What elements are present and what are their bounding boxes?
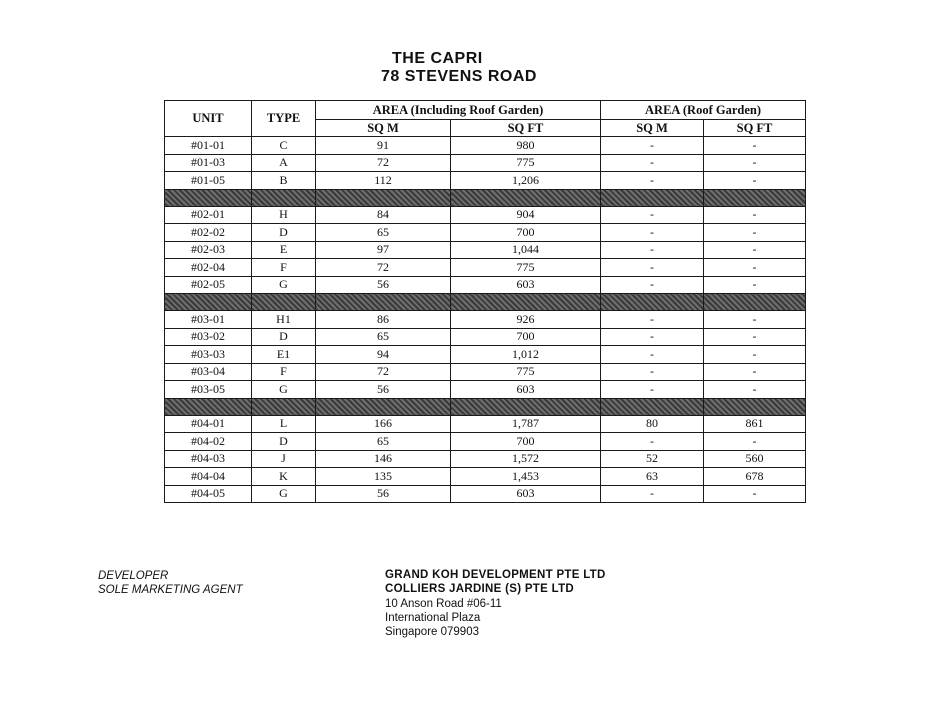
- type-cell: D: [252, 433, 316, 451]
- area-sqm-cell: 94: [316, 346, 451, 364]
- type-cell: C: [252, 137, 316, 155]
- area-sqft-cell: 1,787: [451, 415, 601, 433]
- separator-cell: [252, 398, 316, 415]
- roof-sqft-cell: -: [704, 241, 806, 259]
- type-cell: D: [252, 328, 316, 346]
- roof-sqft-cell: -: [704, 311, 806, 329]
- roof-sqft-cell: -: [704, 433, 806, 451]
- roof-sqft-cell: -: [704, 328, 806, 346]
- marketing-agent-name: COLLIERS JARDINE (S) PTE LTD: [385, 583, 574, 595]
- area-sqft-cell: 603: [451, 381, 601, 399]
- floor-separator-row: [165, 189, 806, 206]
- header-area-including-roof-garden: AREA (Including Roof Garden): [316, 101, 601, 120]
- separator-cell: [704, 294, 806, 311]
- header-area-roof-garden: AREA (Roof Garden): [601, 101, 806, 120]
- unit-cell: #01-05: [165, 172, 252, 190]
- table-row: [165, 172, 806, 190]
- separator-cell: [252, 294, 316, 311]
- table-row: [165, 206, 806, 224]
- unit-cell: #04-02: [165, 433, 252, 451]
- developer-name: GRAND KOH DEVELOPMENT PTE LTD: [385, 569, 606, 581]
- area-sqm-cell: 146: [316, 450, 451, 468]
- separator-cell: [316, 294, 451, 311]
- address-line-1: 10 Anson Road #06-11: [385, 598, 502, 610]
- separator-cell: [165, 294, 252, 311]
- roof-sqm-cell: 52: [601, 450, 704, 468]
- separator-cell: [601, 294, 704, 311]
- header-sqm: SQ M: [316, 120, 451, 137]
- roof-sqft-cell: 861: [704, 415, 806, 433]
- area-sqm-cell: 72: [316, 154, 451, 172]
- roof-sqm-cell: -: [601, 224, 704, 242]
- roof-sqft-cell: 560: [704, 450, 806, 468]
- type-cell: H: [252, 206, 316, 224]
- table-row: [165, 346, 806, 364]
- type-cell: B: [252, 172, 316, 190]
- area-sqft-cell: 1,044: [451, 241, 601, 259]
- unit-cell: #03-04: [165, 363, 252, 381]
- separator-cell: [316, 398, 451, 415]
- roof-sqm-cell: -: [601, 328, 704, 346]
- separator-cell: [601, 398, 704, 415]
- unit-cell: #03-05: [165, 381, 252, 399]
- type-cell: F: [252, 363, 316, 381]
- table-row: [165, 259, 806, 277]
- roof-sqm-cell: -: [601, 137, 704, 155]
- area-sqm-cell: 86: [316, 311, 451, 329]
- area-sqft-cell: 603: [451, 485, 601, 503]
- area-sqm-cell: 65: [316, 224, 451, 242]
- area-sqft-cell: 926: [451, 311, 601, 329]
- unit-cell: #03-02: [165, 328, 252, 346]
- roof-sqft-cell: -: [704, 363, 806, 381]
- roof-sqm-cell: -: [601, 206, 704, 224]
- table-header: [165, 101, 806, 137]
- table-row: [165, 241, 806, 259]
- header-roof-sqft: SQ FT: [704, 120, 806, 137]
- table-row: [165, 311, 806, 329]
- separator-cell: [165, 189, 252, 206]
- separator-cell: [451, 189, 601, 206]
- type-cell: A: [252, 154, 316, 172]
- header-sqft: SQ FT: [451, 120, 601, 137]
- table-row: [165, 468, 806, 486]
- separator-cell: [165, 398, 252, 415]
- roof-sqm-cell: -: [601, 311, 704, 329]
- roof-sqm-cell: -: [601, 381, 704, 399]
- roof-sqm-cell: 63: [601, 468, 704, 486]
- floor-separator-row: [165, 294, 806, 311]
- roof-sqft-cell: -: [704, 276, 806, 294]
- area-sqft-cell: 1,206: [451, 172, 601, 190]
- unit-cell: #01-03: [165, 154, 252, 172]
- area-sqm-cell: 72: [316, 363, 451, 381]
- unit-cell: #02-05: [165, 276, 252, 294]
- area-sqft-cell: 904: [451, 206, 601, 224]
- roof-sqft-cell: -: [704, 381, 806, 399]
- roof-sqft-cell: -: [704, 154, 806, 172]
- type-cell: F: [252, 259, 316, 277]
- area-sqft-cell: 980: [451, 137, 601, 155]
- area-sqft-cell: 1,453: [451, 468, 601, 486]
- separator-cell: [316, 189, 451, 206]
- table-row: [165, 137, 806, 155]
- table-row: [165, 485, 806, 503]
- unit-cell: #02-03: [165, 241, 252, 259]
- area-sqft-cell: 775: [451, 154, 601, 172]
- roof-sqft-cell: -: [704, 206, 806, 224]
- table-row: [165, 381, 806, 399]
- roof-sqm-cell: -: [601, 346, 704, 364]
- area-sqft-cell: 700: [451, 433, 601, 451]
- table-row: [165, 415, 806, 433]
- table-row: [165, 154, 806, 172]
- type-cell: L: [252, 415, 316, 433]
- roof-sqm-cell: -: [601, 433, 704, 451]
- area-sqm-cell: 65: [316, 328, 451, 346]
- table-body: [165, 137, 806, 503]
- area-sqm-cell: 112: [316, 172, 451, 190]
- area-sqm-cell: 56: [316, 485, 451, 503]
- separator-cell: [252, 189, 316, 206]
- roof-sqft-cell: -: [704, 346, 806, 364]
- separator-cell: [601, 189, 704, 206]
- unit-cell: #04-03: [165, 450, 252, 468]
- area-sqft-cell: 1,572: [451, 450, 601, 468]
- type-cell: K: [252, 468, 316, 486]
- area-sqm-cell: 166: [316, 415, 451, 433]
- address-line-3: Singapore 079903: [385, 626, 479, 638]
- type-cell: G: [252, 276, 316, 294]
- table-row: [165, 363, 806, 381]
- area-sqm-cell: 97: [316, 241, 451, 259]
- type-cell: E: [252, 241, 316, 259]
- unit-cell: #04-04: [165, 468, 252, 486]
- table-row: [165, 224, 806, 242]
- roof-sqft-cell: -: [704, 172, 806, 190]
- header-type: TYPE: [252, 101, 316, 137]
- type-cell: G: [252, 485, 316, 503]
- area-sqft-cell: 775: [451, 259, 601, 277]
- header-unit: UNIT: [165, 101, 252, 137]
- document-address: 78 STEVENS ROAD: [381, 68, 537, 85]
- unit-cell: #02-04: [165, 259, 252, 277]
- type-cell: J: [252, 450, 316, 468]
- header-roof-sqm: SQ M: [601, 120, 704, 137]
- address-line-2: International Plaza: [385, 612, 481, 624]
- roof-sqm-cell: -: [601, 485, 704, 503]
- unit-cell: #02-02: [165, 224, 252, 242]
- roof-sqm-cell: -: [601, 276, 704, 294]
- unit-cell: #02-01: [165, 206, 252, 224]
- unit-cell: #04-05: [165, 485, 252, 503]
- floor-separator-row: [165, 398, 806, 415]
- area-sqft-cell: 603: [451, 276, 601, 294]
- area-sqm-cell: 84: [316, 206, 451, 224]
- type-cell: H1: [252, 311, 316, 329]
- type-cell: G: [252, 381, 316, 399]
- area-sqm-cell: 65: [316, 433, 451, 451]
- area-sqft-cell: 775: [451, 363, 601, 381]
- table-row: [165, 328, 806, 346]
- area-sqm-cell: 56: [316, 381, 451, 399]
- table-row: [165, 276, 806, 294]
- area-sqm-cell: 91: [316, 137, 451, 155]
- separator-cell: [704, 398, 806, 415]
- area-sqft-cell: 700: [451, 224, 601, 242]
- roof-sqm-cell: 80: [601, 415, 704, 433]
- roof-sqft-cell: -: [704, 485, 806, 503]
- unit-area-table: [164, 100, 806, 503]
- unit-cell: #01-01: [165, 137, 252, 155]
- unit-cell: #03-01: [165, 311, 252, 329]
- type-cell: E1: [252, 346, 316, 364]
- separator-cell: [451, 294, 601, 311]
- area-sqm-cell: 72: [316, 259, 451, 277]
- unit-cell: #03-03: [165, 346, 252, 364]
- table-row: [165, 450, 806, 468]
- roof-sqft-cell: 678: [704, 468, 806, 486]
- separator-cell: [451, 398, 601, 415]
- type-cell: D: [252, 224, 316, 242]
- roof-sqft-cell: -: [704, 224, 806, 242]
- roof-sqm-cell: -: [601, 259, 704, 277]
- roof-sqft-cell: -: [704, 137, 806, 155]
- table-row: [165, 433, 806, 451]
- roof-sqm-cell: -: [601, 241, 704, 259]
- document-title: THE CAPRI: [392, 50, 483, 67]
- roof-sqft-cell: -: [704, 259, 806, 277]
- area-sqm-cell: 135: [316, 468, 451, 486]
- area-sqm-cell: 56: [316, 276, 451, 294]
- area-sqft-cell: 1,012: [451, 346, 601, 364]
- marketing-agent-label: SOLE MARKETING AGENT: [98, 584, 243, 596]
- separator-cell: [704, 189, 806, 206]
- unit-cell: #04-01: [165, 415, 252, 433]
- roof-sqm-cell: -: [601, 172, 704, 190]
- roof-sqm-cell: -: [601, 154, 704, 172]
- developer-label: DEVELOPER: [98, 570, 169, 582]
- area-sqft-cell: 700: [451, 328, 601, 346]
- roof-sqm-cell: -: [601, 363, 704, 381]
